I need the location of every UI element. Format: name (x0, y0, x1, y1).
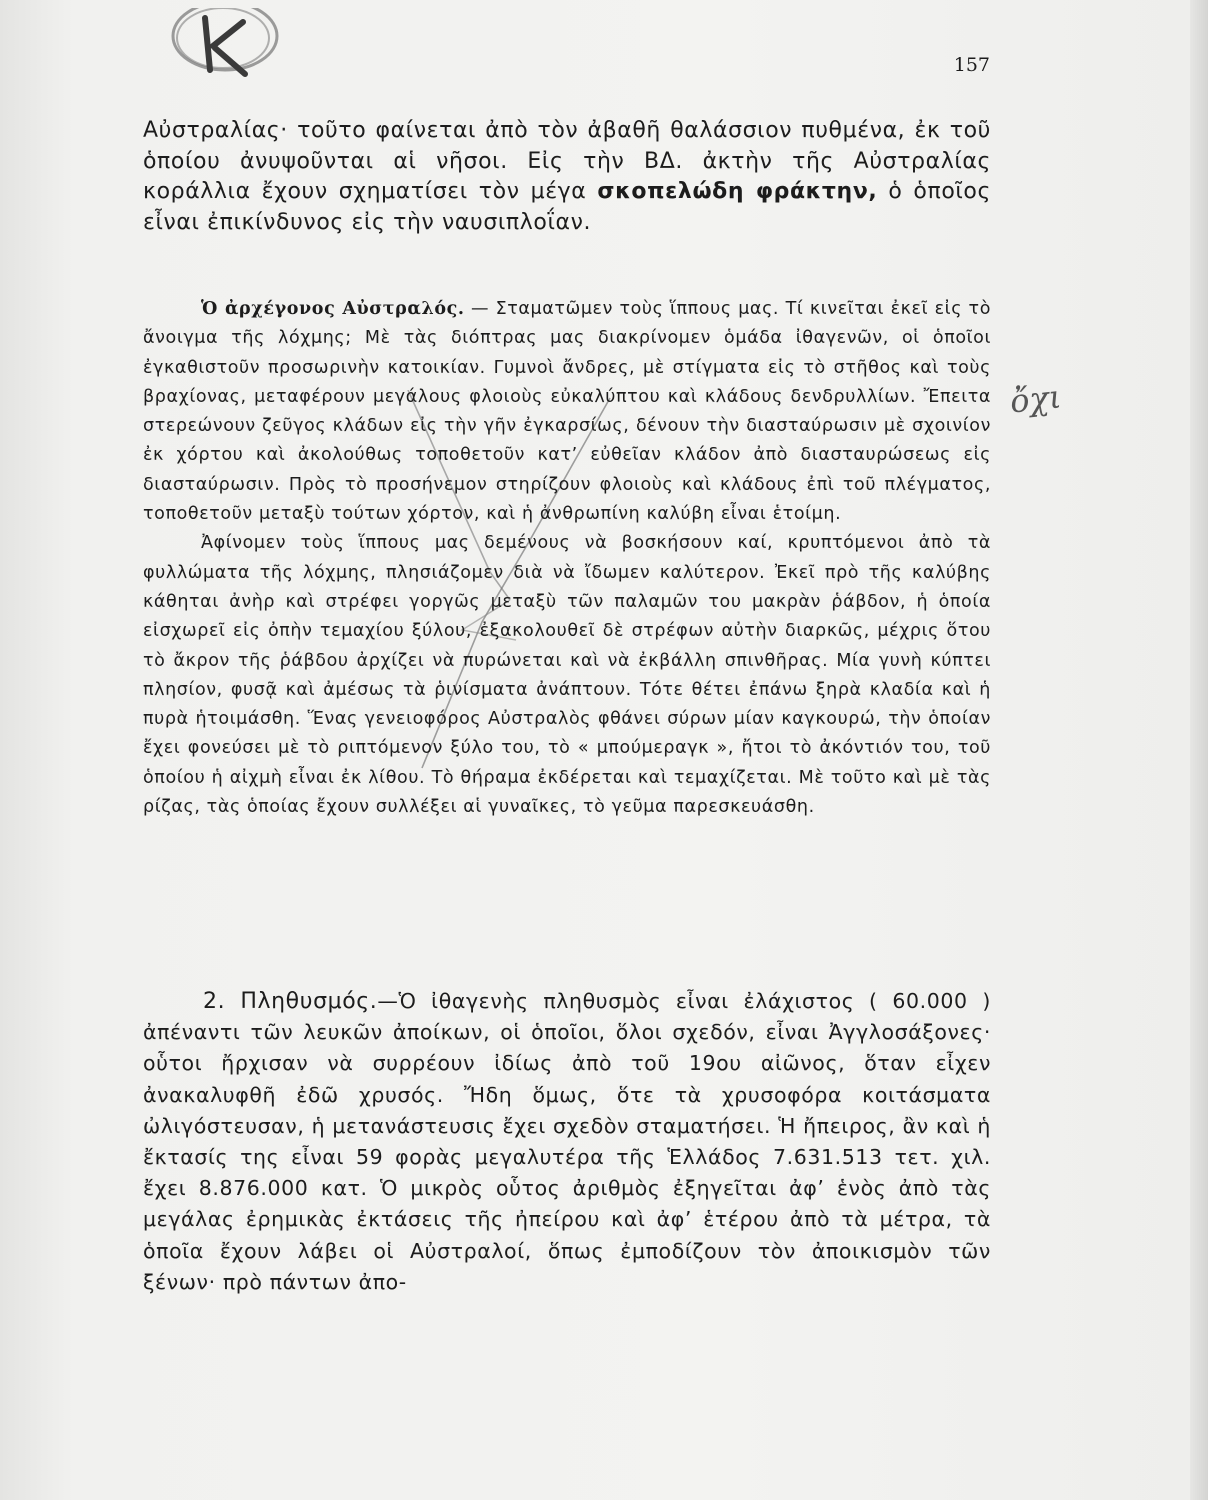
section-lead-heading: Ὁ ἀρχέγονος Αὐστραλός. (201, 299, 465, 319)
population-heading: 2. Πληθυσμός. (203, 989, 378, 1014)
page-number: 157 (953, 54, 990, 76)
intro-text-before: Αὐστραλίας· τοῦτο φαίνεται ἀπὸ τὸν ἀβαθῆ θαλάσσιον πυθμένα, ἐκ τοῦ ὁποίου ἀνυψοῦνται αἱ νῆσοι. Εἰς τὴν ΒΔ. ἀκτὴν τῆς Αὐστραλίας κοράλλια ἔχουν σχηματίσει τὸν μέγα (143, 118, 991, 204)
population-text: —Ὁ ἰθαγενὴς πληθυσμὸς εἶναι ἐλάχιστος ( 60.000 ) ἀπέναντι τῶν λευκῶν ἀποίκων, οἱ ὁποῖοι, ὅλοι σχεδόν, εἶναι Ἀγγλοσάξονες· οὗτοι ἤρχισαν νὰ συρρέουν ἰδίως ἀπὸ τοῦ 19ου αἰῶνος, ὅταν εἶχεν ἀνακαλυφθῆ ἐδῶ χρυσός. Ἤδη ὅμως, ὅτε τὰ χρυσοφόρα κοιτάσματα ὠλιγόστευσαν, ἡ μετανάστευσις ἔχει σχεδὸν σταματήσει. Ἡ ἤπειρος, ἂν καὶ ἡ ἔκτασίς της εἶναι 59 φορὰς μεγαλυτέρα τῆς Ἑλλάδος 7.631.513 τετ. χιλ. ἔχει 8.876.000 κατ. Ὁ μικρὸς οὗτος ἀριθμὸς ἐξηγεῖται ἀφ’ ἑνὸς ἀπὸ τὰς μεγάλας ἐρημικὰς ἐκτάσεις τῆς ἠπείρου καὶ ἀφ’ ἑτέρου ἀπὸ τὰ μέτρα, τὰ ὁποῖα ἔχουν λάβει οἱ Αὐστραλοί, ὅπως ἐμποδίζουν τὸν ἀποικισμὸν τῶν ξένων· πρὸ πάντων ἀπο- (143, 989, 991, 1294)
population-paragraph (143, 986, 991, 1298)
section-paragraph-1 (143, 295, 991, 529)
intro-text-after: ὁ ὁποῖος εἶναι ἐπικίνδυνος εἰς τὴν ναυσιπλοΐαν. (143, 179, 992, 235)
intro-paragraph (143, 116, 991, 238)
pencil-scribble-mark (165, 8, 285, 78)
bold-term: σκοπελώδη φράκτην, (597, 179, 878, 204)
handwritten-margin-note: ὄχι (1008, 377, 1064, 421)
primitive-australian-section (143, 295, 991, 822)
population-section (143, 986, 991, 1298)
section-paragraph-1-text: — Σταματῶμεν τοὺς ἵππους μας. Τί κινεῖται ἐκεῖ εἰς τὸ ἄνοιγμα τῆς λόχμης; Μὲ τὰς διόπτρας μας διακρίνομεν ὁμάδα ἰθαγενῶν, οἱ ὁποῖοι ἐγκαθιστοῦν προσωρινὴν κατοικίαν. Γυμνοὶ ἄνδρες, μὲ στίγματα εἰς τὸ στῆθος καὶ τοὺς βραχίονας, μεταφέρουν μεγάλους φλοιοὺς εὐκαλύπτου καὶ κλάδους δενδρυλλίων. Ἔπειτα στερεώνουν ζεῦγος κλάδων εἰς τὴν γῆν ἐγκαρσίως, δένουν τὴν διασταύρωσιν μὲ σχοινίον ἐκ χόρτου καὶ ἀκολούθως τοποθετοῦν κατ’ εὐθεῖαν κλάδον ἀπὸ διασταυρώσεως εἰς διασταύρωσιν. Πρὸς τὸ προσήνεμον στηρίζουν φλοιοὺς καὶ κλάδους ἐπὶ τοῦ πλέγματος, τοποθετοῦν μεταξὺ τούτων χόρτον, καὶ ἡ ἀνθρωπίνη καλύβη εἶναι ἑτοίμη. (143, 299, 991, 525)
section-paragraph-2: Ἀφίνομεν τοὺς ἵππους μας δεμένους νὰ βοσκήσουν καί, κρυπτόμενοι ἀπὸ τὰ φυλλώματα τῆς λόχμης, πλησιάζομεν διὰ νὰ ἴδωμεν καλύτερον. Ἐκεῖ πρὸ τῆς καλύβης κάθηται ἀνὴρ καὶ στρέφει γοργῶς μεταξὺ τῶν παλαμῶν του μακρὰν ῥάβδον, ἡ ὁποία εἰσχωρεῖ εἰς ὀπὴν τεμαχίου ξύλου, ἐξακολουθεῖ δὲ στρέφων αὐτὴν διαρκῶς, μέχρις ὅτου τὸ ἄκρον τῆς ῥάβδου ἀρχίζει νὰ πυρώνεται καὶ νὰ ἐκβάλλη σπινθῆρας. Μία γυνὴ κύπτει πλησίον, φυσᾷ καὶ ἀμέσως τὰ ῥινίσματα ἀνάπτουν. Τότε θέτει ἐπάνω ξηρὰ κλαδία καὶ ἡ πυρὰ ἡτοιμάσθη. Ἕνας γενειοφόρος Αὐστραλὸς φθάνει σύρων μίαν καγκουρώ, τὴν ὁποίαν ἔχει φονεύσει μὲ τὸ ριπτόμενον ξύλο του, τὸ « μπούμεραγκ », ἤτοι τὸ ἀκόντιόν του, τοῦ ὁποίου ἡ αἰχμὴ εἶναι ἐκ λίθου. Τὸ θήραμα ἐκδέρεται καὶ τεμαχίζεται. Μὲ τοῦτο καὶ μὲ τὰς ρίζας, τὰς ὁποίας ἔχουν συλλέξει αἱ γυναῖκες, τὸ γεῦμα παρεσκευάσθη. (143, 533, 991, 818)
page-edge-shadow (1190, 0, 1208, 1500)
